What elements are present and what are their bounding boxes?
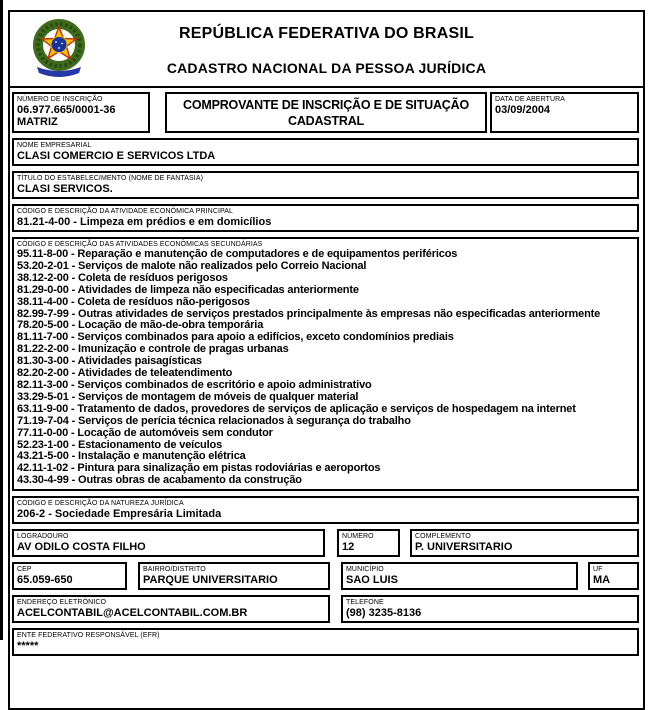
district-label: BAIRRO/DISTRITO [143,566,206,574]
secondary-activities-box [12,237,639,491]
email-value: ACELCONTABIL@ACELCONTABIL.COM.BR [17,607,248,620]
document-title-box [165,92,487,133]
district-box [138,562,330,590]
primary-activity-value: 81.21-4-00 - Limpeza em prédios e em domicílios [17,216,272,228]
secondary-activity-item: 82.99-7-99 - Outras atividades de serviços prestados principalmente às empresas não especificadas anteriormente [17,307,601,320]
email-label: ENDEREÇO ELETRÔNICO [17,599,107,607]
contact-row [12,595,639,623]
scan-edge-strip [0,0,3,640]
secondary-activity-item: 71.19-7-04 - Serviços de perícia técnica relacionados à segurança do trabalho [17,414,411,427]
street-box [12,529,325,557]
brazil-coat-of-arms-icon [30,18,88,80]
trade-name-box [12,171,639,199]
company-name-label: NOME EMPRESARIAL [17,142,92,149]
document-title: COMPROVANTE DE INSCRIÇÃO E DE SITUAÇÃO CADASTRAL [183,98,469,128]
opening-date-box [490,92,639,133]
legal-nature-label: CÓDIGO E DESCRIÇÃO DA NATUREZA JURÍDICA [17,500,184,508]
primary-activity-box [12,204,639,232]
inscription-number-box [12,92,150,133]
street-label: LOGRADOURO [17,533,69,541]
cep-value: 65.059-650 [17,574,73,587]
address-row-2 [12,562,639,590]
secondary-activity-item: 52.23-1-00 - Estacionamento de veículos [17,438,223,451]
cnpj-certificate-document [8,10,645,710]
secondary-activities-label: CÓDIGO E DESCRIÇÃO DAS ATIVIDADES ECONÔMICAS SECUNDÁRIAS [17,241,263,248]
unit-type-value: MATRIZ [17,116,58,128]
trade-name-label: TÍTULO DO ESTABELECIMENTO (NOME DE FANTASIA) [17,175,204,182]
inscription-number-value: 06.977.665/0001-36 [17,104,116,116]
secondary-activity-item: 82.20-2-00 - Atividades de teleatendimento [17,367,233,380]
inscription-number-label: NÚMERO DE INSCRIÇÃO [17,96,103,103]
city-value: SAO LUIS [346,574,398,587]
secondary-activity-item: 33.29-5-01 - Serviços de montagem de móveis de qualquer material [17,390,359,403]
secondary-activities-list [17,249,634,487]
secondary-activity-item: 43.21-5-00 - Instalação e manutenção elétrica [17,450,246,463]
state-box [588,562,639,590]
document-body [10,88,643,656]
secondary-activity-item: 81.22-2-00 - Imunização e controle de pragas urbanas [17,343,289,356]
secondary-activity-item: 81.11-7-00 - Serviços combinados para apoio a edifícios, exceto condomínios prediais [17,331,454,344]
secondary-activity-item: 53.20-2-01 - Serviços de malote não realizados pelo Correio Nacional [17,259,367,272]
efr-value: ***** [17,640,39,653]
opening-date-value: 03/09/2004 [495,104,551,116]
efr-label: ENTE FEDERATIVO RESPONSÁVEL (EFR) [17,632,160,640]
republic-title: REPÚBLICA FEDERATIVA DO BRASIL [179,25,474,42]
district-value: PARQUE UNIVERSITARIO [143,574,278,587]
efr-box [12,628,639,656]
address-number-value: 12 [342,541,355,554]
cep-label: CEP [17,566,32,574]
legal-nature-value: 206-2 - Sociedade Empresária Limitada [17,508,222,521]
state-label: UF [593,566,603,574]
secondary-activity-item: 42.11-1-02 - Pintura para sinalização em pistas rodoviárias e aeroportos [17,462,381,475]
secondary-activity-item: 81.29-0-00 - Atividades de limpeza não especificadas anteriormente [17,283,359,296]
document-header [10,12,643,88]
secondary-activity-item: 43.30-4-99 - Outras obras de acabamento da construção [17,474,302,487]
trade-name-value: CLASI SERVICOS. [17,183,113,195]
complement-label: COMPLEMENTO [415,533,471,541]
secondary-activity-item: 77.11-0-00 - Locação de automóveis sem condutor [17,426,273,439]
opening-date-label: DATA DE ABERTURA [495,96,566,103]
address-number-box [337,529,400,557]
secondary-activity-item: 81.30-3-00 - Atividades paisagísticas [17,355,202,368]
phone-value: (98) 3235-8136 [346,607,422,620]
street-value: AV ODILO COSTA FILHO [17,541,146,554]
company-name-value: CLASI COMERCIO E SERVICOS LTDA [17,150,216,162]
phone-label: TELEFONE [346,599,384,607]
email-box [12,595,330,623]
primary-activity-label: CÓDIGO E DESCRIÇÃO DA ATIVIDADE ECONÔMICA PRINCIPAL [17,208,234,215]
complement-box [410,529,639,557]
secondary-activity-item: 63.11-9-00 - Tratamento de dados, provedores de serviços de aplicação e serviços de hospedagem na internet [17,402,576,415]
state-value: MA [593,574,611,587]
secondary-activity-item: 78.20-5-00 - Locação de mão-de-obra temporária [17,319,264,332]
secondary-activity-item: 95.11-8-00 - Reparação e manutenção de computadores e de equipamentos periféricos [17,248,458,260]
complement-value: P. UNIVERSITARIO [415,541,513,554]
phone-box [341,595,639,623]
legal-nature-box [12,496,639,524]
cep-box [12,562,127,590]
cnpj-subtitle: CADASTRO NACIONAL DA PESSOA JURÍDICA [166,60,487,76]
city-label: MUNICÍPIO [346,566,384,574]
secondary-activity-item: 38.12-2-00 - Coleta de resíduos perigosos [17,271,228,284]
address-row-1 [12,529,639,557]
company-name-box [12,138,639,166]
secondary-activity-item: 38.11-4-00 - Coleta de resíduos não-perigosos [17,295,250,308]
address-number-label: NÚMERO [342,533,374,541]
registration-info-row [12,92,639,133]
secondary-activity-item: 82.11-3-00 - Serviços combinados de escritório e apoio administrativo [17,378,372,391]
city-box [341,562,578,590]
